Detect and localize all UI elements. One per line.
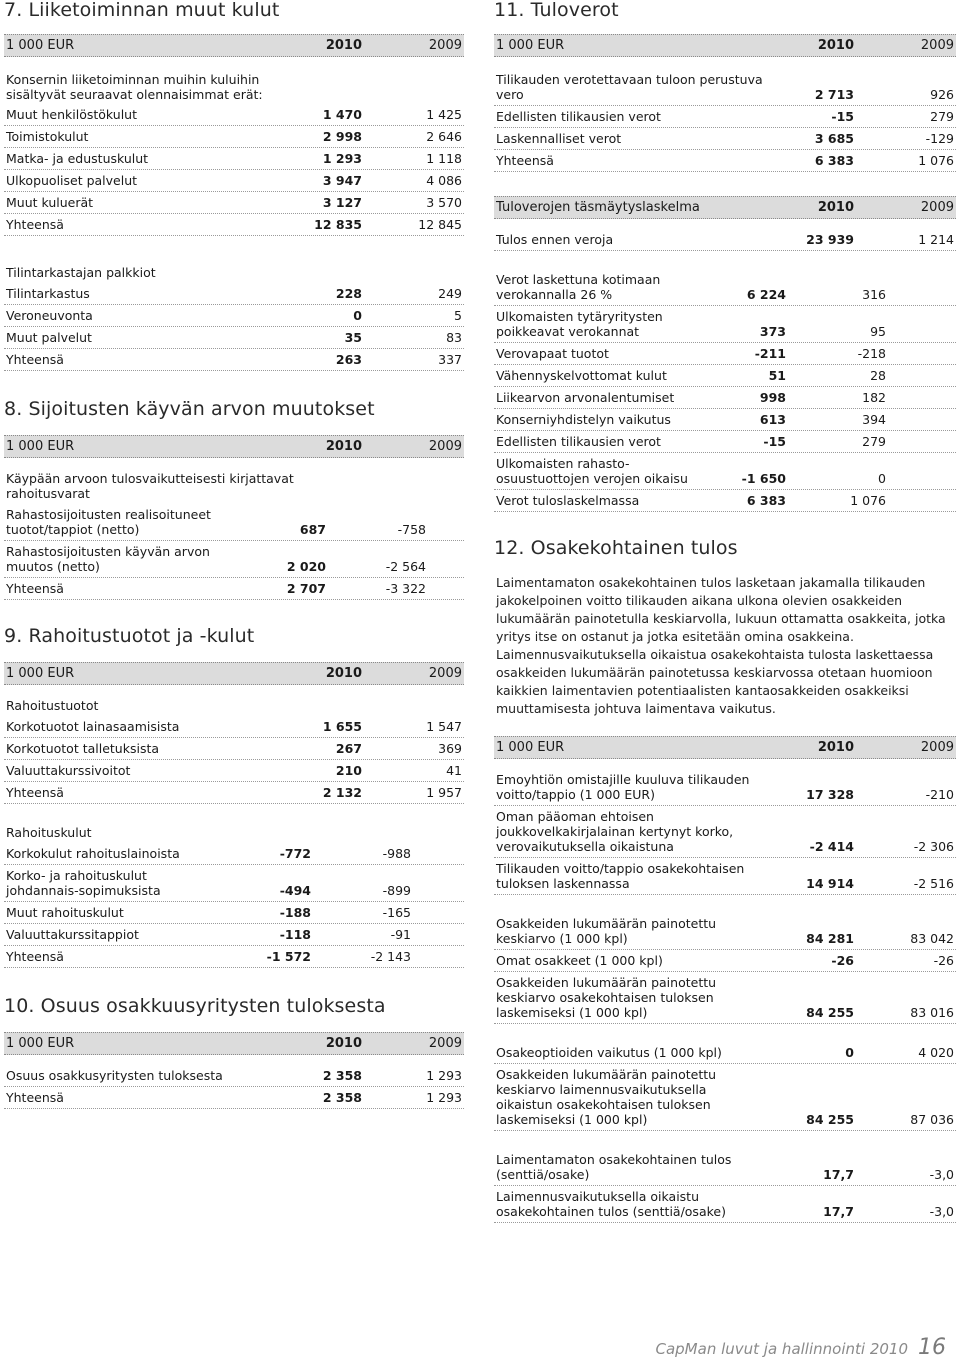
section-title: 9. Rahoitustuotot ja -kulut: [4, 625, 255, 647]
row-label: Verovapaat tuotot: [496, 346, 609, 361]
row-value-2010: 6 224: [746, 287, 786, 302]
row-label: Muut rahoituskulut: [6, 905, 124, 920]
table-row: [494, 490, 956, 512]
row-value-2010: 14 914: [806, 876, 854, 891]
table-row: [494, 106, 956, 128]
row-value-2010: 51: [768, 368, 786, 383]
row-label: Osakeoptioiden vaikutus (1 000 kpl): [496, 1045, 722, 1060]
table-row: [4, 946, 464, 968]
table-row: [4, 504, 464, 541]
table-row: [4, 349, 464, 371]
row-value-2009: 83 042: [910, 931, 954, 946]
row-label: Tilintarkastus: [6, 286, 90, 301]
header-year-2009: 2009: [920, 740, 954, 755]
table-row: [494, 913, 956, 950]
row-value-2009: 12 845: [418, 217, 462, 232]
row-value-2010: 998: [759, 390, 786, 405]
page-number: 16: [918, 1335, 946, 1360]
row-value-2010: 2 132: [322, 785, 362, 800]
table-row: [4, 716, 464, 738]
row-value-2010: 35: [344, 330, 362, 345]
table-row: [494, 69, 956, 106]
row-label: Veroneuvonta: [6, 308, 93, 323]
row-value-2010: 84 255: [806, 1005, 854, 1020]
row-value-2010: 1 293: [322, 151, 362, 166]
table-row: [4, 578, 464, 600]
row-label: Korko- ja rahoituskulut johdannais-sopimuksista: [6, 868, 161, 898]
header-label: 1 000 EUR: [6, 1036, 75, 1051]
row-value-2010: 3 127: [322, 195, 362, 210]
row-value-2010: 2 358: [322, 1090, 362, 1105]
row-value-2009: 1 957: [426, 785, 462, 800]
table-row: [494, 306, 956, 343]
row-value-2010: 3 947: [322, 173, 362, 188]
row-value-2010: 2 358: [322, 1068, 362, 1083]
table-row: [4, 104, 464, 126]
cost-table-body: [4, 843, 464, 968]
row-label: Omat osakkeet (1 000 kpl): [496, 953, 663, 968]
section-8: [4, 397, 464, 600]
row-value-2009: 41: [446, 763, 462, 778]
section-title: 10. Osuus osakkuusyritysten tuloksesta: [4, 995, 386, 1017]
table-row: [4, 214, 464, 236]
row-label: Ulkomaisten tytäryritysten poikkeavat verokannat: [496, 309, 663, 339]
row-label: Oman pääoman ehtoisen joukkovelkakirjalainan kertynyt korko, verovaikutuksella oikaistuna: [496, 809, 734, 854]
section-title: 12. Osakekohtainen tulos: [494, 537, 738, 559]
audit-title-row: [4, 262, 464, 283]
row-value-2009: 1 076: [918, 153, 954, 168]
row-value-2009: 1 293: [426, 1068, 462, 1083]
table-row: [494, 229, 956, 251]
table-header: [4, 34, 464, 57]
header-year-2010: 2010: [817, 38, 854, 53]
row-value-2010: 2 707: [286, 581, 326, 596]
row-value-2010: 17 328: [806, 787, 854, 802]
intro-row: [4, 468, 464, 504]
section-12: [494, 536, 956, 1223]
table-row: [494, 1064, 956, 1131]
row-label: Rahastosijoitusten käyvän arvon muutos (netto): [6, 544, 210, 574]
row-value-2009: 1 293: [426, 1090, 462, 1105]
recon-header: [494, 196, 956, 219]
row-value-2010: -772: [279, 846, 311, 861]
row-value-2010: -26: [831, 953, 854, 968]
row-label: Toimistokulut: [6, 129, 89, 144]
table-row: [4, 148, 464, 170]
row-label: Osakkeiden lukumäärän painotettu keskiarvo (1 000 kpl): [496, 916, 717, 946]
row-value-2009: -129: [925, 131, 954, 146]
row-value-2009: 1 214: [918, 232, 954, 247]
table-row: [494, 150, 956, 172]
row-value-2009: 369: [438, 741, 462, 756]
row-label: Ulkomaisten rahasto-osuustuottojen verojen oikaisu: [496, 456, 688, 486]
income-title-row: [4, 695, 464, 716]
row-label: Osakkeiden lukumäärän painotettu keskiarvo osakekohtaisen tuloksen laskemiseksi (1 000 kpl): [496, 975, 717, 1020]
eps-block-per-share: [494, 1149, 956, 1223]
row-value-2009: 182: [862, 390, 886, 405]
table-row: [494, 431, 956, 453]
table-row: [4, 541, 464, 578]
table-row: [4, 305, 464, 327]
section-title: 7. Liiketoiminnan muut kulut: [4, 0, 280, 21]
row-label: Verot tuloslaskelmassa: [496, 493, 640, 508]
table-row: [494, 858, 956, 895]
row-value-2009: -2 564: [385, 559, 426, 574]
table-row: [4, 126, 464, 148]
table-row: [494, 950, 956, 972]
row-value-2010: 2 998: [322, 129, 362, 144]
row-label: Osuus osakkusyritysten tuloksesta: [6, 1068, 223, 1083]
table-row: [4, 327, 464, 349]
row-value-2010: -15: [763, 434, 786, 449]
row-value-2009: 4 020: [918, 1045, 954, 1060]
table-row: [4, 170, 464, 192]
header-year-2010: 2010: [325, 666, 362, 681]
row-label: Rahastosijoitusten realisoituneet tuotot/tappiot (netto): [6, 507, 211, 537]
header-year-2009: 2009: [428, 1036, 462, 1051]
row-value-2009: 1 076: [850, 493, 886, 508]
row-value-2009: 337: [438, 352, 462, 367]
eps-block-diluted-shares: [494, 1042, 956, 1131]
row-value-2010: -118: [279, 927, 311, 942]
header-year-2009: 2009: [428, 38, 462, 53]
recon-header-label: Tuloverojen täsmäytyslaskelma: [496, 200, 700, 215]
header-year-2009: 2009: [428, 666, 462, 681]
row-value-2010: 263: [335, 352, 362, 367]
row-value-2010: 17,7: [823, 1167, 854, 1182]
header-label: 1 000 EUR: [6, 38, 75, 53]
row-label: Tilikauden voitto/tappio osakekohtaisen tuloksen laskennassa: [496, 861, 745, 891]
intro-text: Käypään arvoon tulosvaikutteisesti kirjattavat rahoitusvarat: [6, 471, 294, 501]
table-row: [4, 865, 464, 902]
table-row: [4, 924, 464, 946]
table-row: [494, 769, 956, 806]
row-label: Verot laskettuna kotimaan verokannalla 26 %: [496, 272, 661, 302]
row-value-2009: -3 322: [385, 581, 426, 596]
row-value-2009: 1 425: [426, 107, 462, 122]
table-row: [494, 128, 956, 150]
row-label: Muut henkilöstökulut: [6, 107, 138, 122]
table-header: [4, 1032, 464, 1055]
row-label: Yhteensä: [496, 153, 554, 168]
section-title: 11. Tuloverot: [494, 0, 619, 21]
row-value-2009: -2 143: [370, 949, 411, 964]
row-value-2009: -165: [382, 905, 411, 920]
row-label: Konserniyhdistelyn vaikutus: [496, 412, 671, 427]
row-label: Laimentamaton osakekohtainen tulos (senttiä/osake): [496, 1152, 732, 1182]
row-value-2010: 1 470: [322, 107, 362, 122]
row-label: Muut kuluerät: [6, 195, 94, 210]
header-year-2010: 2010: [817, 740, 854, 755]
table-row: [4, 283, 464, 305]
table-row: [494, 343, 956, 365]
section-7: [4, 0, 464, 371]
row-value-2009: 249: [438, 286, 462, 301]
row-value-2009: -218: [857, 346, 886, 361]
header-label: 1 000 EUR: [6, 439, 75, 454]
row-value-2009: 2 646: [426, 129, 462, 144]
row-value-2009: 1 118: [426, 151, 462, 166]
table-row: [494, 806, 956, 858]
table-row: [494, 453, 956, 490]
row-value-2009: 316: [862, 287, 886, 302]
table-row: [4, 782, 464, 804]
right-column: [494, 0, 956, 1223]
row-value-2010: 3 685: [814, 131, 854, 146]
row-value-2010: -494: [279, 883, 311, 898]
row-value-2009: 926: [930, 87, 954, 102]
row-value-2009: 83 016: [910, 1005, 954, 1020]
row-value-2009: 394: [862, 412, 886, 427]
income-title: Rahoitustuotot: [6, 698, 99, 713]
table-row: [4, 843, 464, 865]
table-body: [4, 1065, 464, 1109]
row-label: Tulos ennen veroja: [496, 232, 614, 247]
row-value-2009: -758: [397, 522, 426, 537]
row-label: Yhteensä: [6, 352, 64, 367]
table-header: [494, 34, 956, 57]
row-value-2009: 1 547: [426, 719, 462, 734]
table-header: [4, 435, 464, 458]
section-9: [4, 624, 464, 968]
row-value-2009: -26: [933, 953, 954, 968]
row-value-2010: 267: [335, 741, 362, 756]
row-label: Osakkeiden lukumäärän painotettu keskiarvo laimennusvaikutuksella oikaistun osakekohtaisen tuloksen laskemiseksi (1 000 kpl): [496, 1067, 717, 1127]
header-year-2009: 2009: [920, 38, 954, 53]
row-value-2009: -988: [382, 846, 411, 861]
row-value-2010: 84 281: [806, 931, 854, 946]
header-year-2010: 2010: [325, 439, 362, 454]
row-value-2010: 6 383: [814, 153, 854, 168]
income-table-body: [4, 716, 464, 804]
table-row: [494, 1149, 956, 1186]
table-row: [4, 760, 464, 782]
table-row: [494, 365, 956, 387]
row-value-2009: -2 516: [913, 876, 954, 891]
row-value-2010: 228: [335, 286, 362, 301]
table-row: [4, 1087, 464, 1109]
left-column: [4, 0, 464, 1109]
table-row: [494, 1042, 956, 1064]
header-label: 1 000 EUR: [6, 666, 75, 681]
row-value-2010: 0: [353, 308, 362, 323]
row-label: Ulkopuoliset palvelut: [6, 173, 138, 188]
table-header: [494, 736, 956, 759]
table-header: [4, 662, 464, 685]
row-value-2010: 12 835: [314, 217, 362, 232]
row-label: Laskennalliset verot: [496, 131, 622, 146]
table-row: [4, 192, 464, 214]
table-row: [494, 972, 956, 1024]
row-label: Yhteensä: [6, 581, 64, 596]
cost-title-row: [4, 822, 464, 843]
row-label: Emoyhtiön omistajille kuuluva tilikauden voitto/tappio (1 000 EUR): [496, 772, 750, 802]
row-label: Tilikauden verotettavaan tuloon perustuva vero: [496, 72, 763, 102]
row-value-2009: 83: [446, 330, 462, 345]
recon-table-body: [494, 269, 956, 512]
row-label: Yhteensä: [6, 785, 64, 800]
row-value-2010: 2 713: [814, 87, 854, 102]
row-value-2010: -211: [754, 346, 786, 361]
header-year-2009: 2009: [920, 200, 954, 215]
row-value-2009: 0: [878, 471, 886, 486]
row-label: Edellisten tilikausien verot: [496, 109, 661, 124]
header-label: 1 000 EUR: [496, 38, 565, 53]
row-value-2009: -210: [925, 787, 954, 802]
row-value-2009: 87 036: [910, 1112, 954, 1127]
row-label: Korkokulut rahoituslainoista: [6, 846, 180, 861]
table-row: [494, 1186, 956, 1223]
header-year-2010: 2010: [817, 200, 854, 215]
row-value-2010: -15: [831, 109, 854, 124]
row-value-2009: -3,0: [929, 1204, 954, 1219]
row-value-2010: -2 414: [809, 839, 854, 854]
row-value-2009: -899: [382, 883, 411, 898]
row-label: Valuuttakurssivoitot: [6, 763, 131, 778]
row-label: Yhteensä: [6, 1090, 64, 1105]
row-label: Korkotuotot lainasaamisista: [6, 719, 180, 734]
row-value-2009: 95: [870, 324, 886, 339]
row-value-2010: 17,7: [823, 1204, 854, 1219]
row-value-2010: 6 383: [746, 493, 786, 508]
row-value-2010: 84 255: [806, 1112, 854, 1127]
audit-table-body: [4, 283, 464, 371]
row-value-2010: 0: [845, 1045, 854, 1060]
intro-row: [4, 69, 464, 104]
row-value-2010: 613: [759, 412, 786, 427]
row-value-2010: -188: [279, 905, 311, 920]
row-value-2009: 3 570: [426, 195, 462, 210]
header-year-2010: 2010: [325, 1036, 362, 1051]
table-row: [494, 269, 956, 306]
row-value-2009: -91: [390, 927, 411, 942]
row-label: Matka- ja edustuskulut: [6, 151, 149, 166]
row-label: Yhteensä: [6, 949, 64, 964]
row-value-2009: 28: [870, 368, 886, 383]
section-title: 8. Sijoitusten käyvän arvon muutokset: [4, 398, 375, 420]
row-label: Valuuttakurssitappiot: [6, 927, 139, 942]
row-label: Muut palvelut: [6, 330, 92, 345]
header-label: 1 000 EUR: [496, 740, 565, 755]
row-value-2009: 279: [930, 109, 954, 124]
row-value-2010: 373: [759, 324, 786, 339]
row-value-2010: 2 020: [286, 559, 326, 574]
table-body: [4, 504, 464, 600]
eps-block-shares: [494, 913, 956, 1024]
table-body: [4, 104, 464, 236]
eps-block-profit: [494, 769, 956, 895]
audit-title: Tilintarkastajan palkkiot: [6, 265, 156, 280]
page-footer: [656, 1335, 947, 1360]
row-value-2010: 687: [299, 522, 326, 537]
row-label: Vähennyskelvottomat kulut: [496, 368, 667, 383]
table-row: [4, 1065, 464, 1087]
table-row: [494, 409, 956, 431]
table-row: [494, 387, 956, 409]
section-10: [4, 994, 464, 1109]
row-value-2009: 5: [454, 308, 462, 323]
section-11: [494, 0, 956, 512]
eps-description: Laimentamaton osakekohtainen tulos lasketaan jakamalla tilikauden jakokelpoinen voitto tilikauden aikana ulkona olevien osakkeiden lukumäärän painotetulla keskiarvolla, lukuun ottamatta osakkeita, jotka yritys itse on ostanut ja jotka esitetään omina osakkeina. Laimennusvaikutuksella oikaistua osakekohtaista tulosta laskettaessa osakkeiden lukumäärän painotetussa keskiarvossa otetaan huomioon kaikkien laimentavien potentiaalisten kantaosakkeiden osakkeiksi muuttamisesta johtuva laimentava vaikutus.: [496, 575, 946, 716]
row-label: Korkotuotot talletuksista: [6, 741, 160, 756]
row-label: Yhteensä: [6, 217, 64, 232]
row-label: Liikearvon arvonalentumiset: [496, 390, 675, 405]
cost-title: Rahoituskulut: [6, 825, 92, 840]
header-year-2010: 2010: [325, 38, 362, 53]
table-row: [4, 902, 464, 924]
row-value-2009: -2 306: [913, 839, 954, 854]
table-row: [4, 738, 464, 760]
header-year-2009: 2009: [428, 439, 462, 454]
intro-text: Konsernin liiketoiminnan muihin kuluihin sisältyvät seuraavat olennaisimmat erät:: [6, 72, 263, 102]
row-label: Edellisten tilikausien verot: [496, 434, 661, 449]
row-value-2009: 4 086: [426, 173, 462, 188]
row-value-2009: -3,0: [929, 1167, 954, 1182]
row-value-2010: 1 655: [322, 719, 362, 734]
row-value-2009: 279: [862, 434, 886, 449]
row-value-2010: -1 650: [741, 471, 786, 486]
publication-name: CapMan luvut ja hallinnointi 2010: [655, 1340, 908, 1358]
table-body: [494, 69, 956, 172]
row-value-2010: -1 572: [266, 949, 311, 964]
row-value-2010: 23 939: [806, 232, 854, 247]
row-value-2010: 210: [335, 763, 362, 778]
row-label: Laimennusvaikutuksella oikaistu osakekohtainen tulos (senttiä/osake): [496, 1189, 726, 1219]
